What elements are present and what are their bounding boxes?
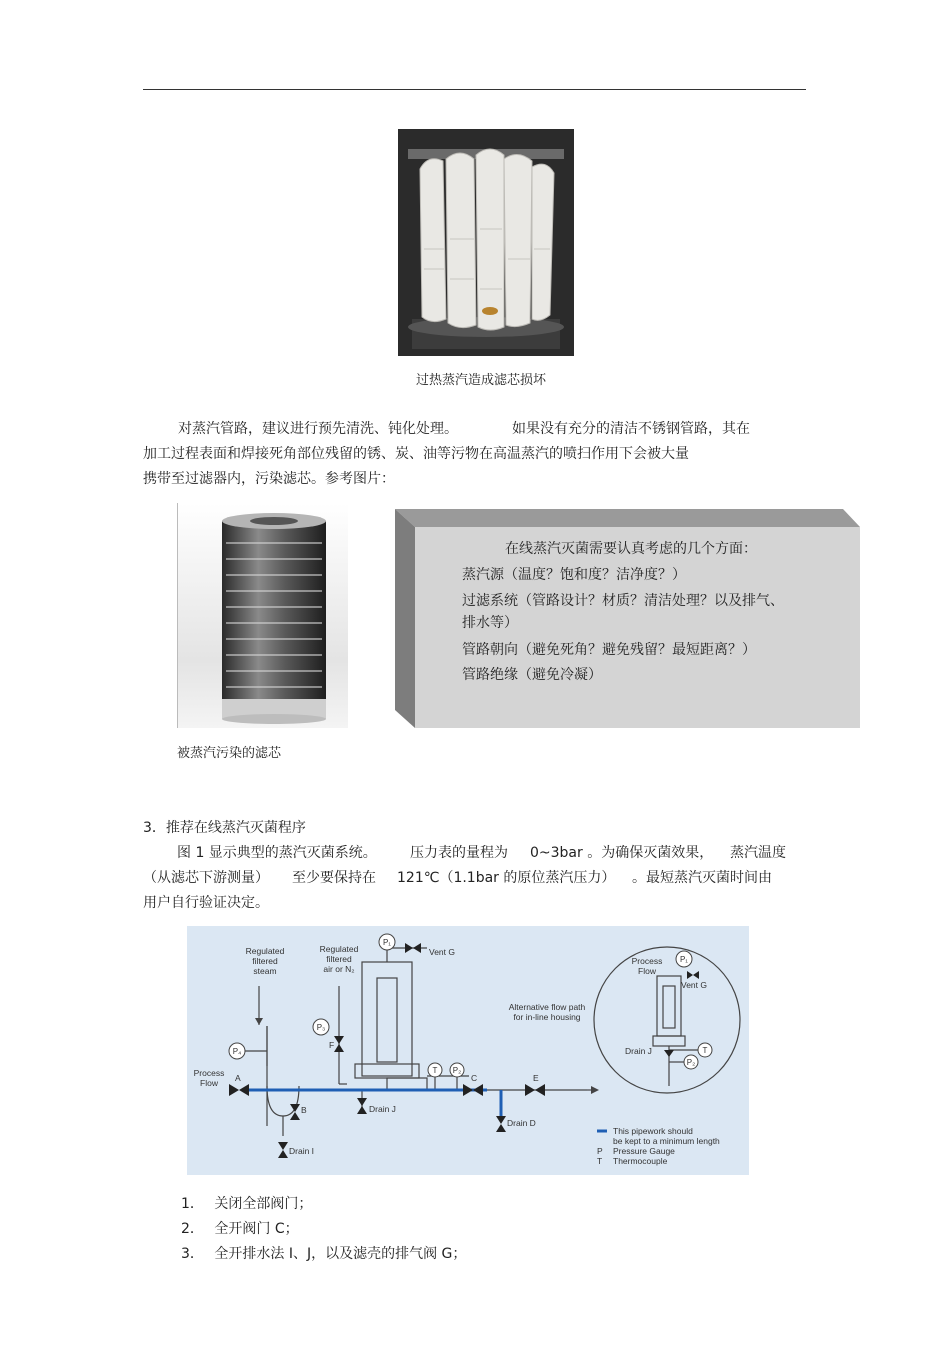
steam-label-3: steam xyxy=(253,966,277,976)
contaminated-filter-photo xyxy=(177,503,348,728)
section3-p2c: 121℃（1.1bar 的原位蒸汽压力） xyxy=(397,870,616,886)
valve-e-label: E xyxy=(533,1073,539,1083)
legend-t-text: Thermocouple xyxy=(613,1156,668,1166)
drain-j-label: Drain J xyxy=(369,1104,396,1114)
air-label-2: filtered xyxy=(326,954,352,964)
legend-line-2: be kept to a minimum length xyxy=(613,1136,720,1146)
intro-line3: 携带至过滤器内，污染滤芯。参考图片： xyxy=(143,471,395,487)
step-2-text: 全开阀门 C； xyxy=(214,1221,299,1237)
considerations-item2a: 过滤系统（管路设计？材质？清洁处理？以及排气、 xyxy=(462,593,784,609)
section3-p3: 用户自行验证决定。 xyxy=(143,895,269,911)
inset-process-label-1: Process xyxy=(631,956,663,966)
intro-line2: 加工过程表面和焊接死角部位残留的锈、炭、油等污物在高温蒸汽的喷扫作用下会被大量 xyxy=(143,446,689,462)
alt-flow-label-1: Alternative flow path xyxy=(508,1002,586,1012)
inset-drain-label: Drain J xyxy=(625,1046,652,1056)
section3-heading: 3．推荐在线蒸汽灭菌程序 xyxy=(143,820,306,836)
thermocouple-label: T xyxy=(432,1066,438,1075)
considerations-item3: 管路朝向（避免死角？避免残留？最短距离？） xyxy=(462,642,756,658)
inset-gauge-p1-label: P₁ xyxy=(679,955,689,964)
step-1 xyxy=(181,1193,312,1213)
section3-p1b: 压力表的量程为 xyxy=(410,845,508,861)
legend-line-1: This pipework should xyxy=(613,1126,693,1136)
steam-label-2: filtered xyxy=(252,956,278,966)
section3-p1d: 蒸汽温度 xyxy=(730,845,786,861)
inset-gauge-p2-label: P₂ xyxy=(686,1058,696,1067)
steam-label-1: Regulated xyxy=(245,946,285,956)
step-2 xyxy=(181,1218,299,1238)
step-3 xyxy=(181,1243,466,1263)
inset-vent-label: Vent G xyxy=(681,980,707,990)
considerations-title: 在线蒸汽灭菌需要认真考虑的几个方面： xyxy=(505,541,757,557)
process-flow-label-1: Process xyxy=(193,1068,225,1078)
legend-t-key: T xyxy=(597,1156,603,1166)
step-3-num: 3． xyxy=(181,1246,204,1262)
section3-p2b: 至少要保持在 xyxy=(292,870,376,886)
photo1-caption: 过热蒸汽造成滤芯损坏 xyxy=(416,373,547,388)
air-label-3: air or N₂ xyxy=(323,964,355,974)
step-2-num: 2． xyxy=(181,1221,204,1237)
intro-line1a: 对蒸汽管路，建议进行预先清洗、钝化处理。 xyxy=(178,421,458,437)
gauge-p4-label: P₄ xyxy=(232,1047,242,1056)
step-1-num: 1． xyxy=(181,1196,204,1212)
considerations-item1: 蒸汽源（温度？饱和度？洁净度？） xyxy=(462,567,686,583)
step-1-text: 关闭全部阀门； xyxy=(214,1196,313,1212)
vent-g-label: Vent G xyxy=(429,947,455,957)
section3-p2d: 。最短蒸汽灭菌时间由 xyxy=(632,870,772,886)
steam-system-diagram xyxy=(187,926,749,1175)
legend-p-key: P xyxy=(597,1146,603,1156)
gauge-p1-label: P₁ xyxy=(382,938,392,947)
valve-f-label: F xyxy=(329,1040,335,1050)
header-rule xyxy=(143,89,806,90)
air-label-1: Regulated xyxy=(319,944,359,954)
valve-a-label: A xyxy=(235,1073,241,1083)
valve-c-label: C xyxy=(471,1073,478,1083)
step-3-text: 全开排水法 I、J，以及滤壳的排气阀 G； xyxy=(214,1246,467,1262)
section3-p1c: 0~3bar 。为确保灭菌效果， xyxy=(530,845,714,861)
inset-process-label-2: Flow xyxy=(638,966,656,976)
process-flow-label-2: Flow xyxy=(200,1078,218,1088)
section3-p1a: 图 1 显示典型的蒸汽灭菌系统。 xyxy=(177,845,377,861)
considerations-item2b: 排水等） xyxy=(462,615,518,631)
gauge-p2-label: P₂ xyxy=(452,1066,462,1075)
drain-i-label: Drain I xyxy=(289,1146,315,1156)
valve-b-label: B xyxy=(301,1105,307,1115)
damaged-filter-photo xyxy=(398,129,574,356)
photo2-caption: 被蒸汽污染的滤芯 xyxy=(177,746,282,761)
gauge-p3-label: P₃ xyxy=(316,1023,326,1032)
drain-d-label: Drain D xyxy=(507,1118,536,1128)
intro-line1b: 如果没有充分的清洁不锈钢管路，其在 xyxy=(512,421,750,437)
considerations-item4: 管路绝缘（避免冷凝） xyxy=(462,667,602,683)
alt-flow-label-2: for in-line housing xyxy=(513,1012,581,1022)
inset-thermocouple-label: T xyxy=(702,1046,708,1055)
legend-p-text: Pressure Gauge xyxy=(613,1146,675,1156)
section3-p2a: （从滤芯下游测量） xyxy=(143,870,269,886)
